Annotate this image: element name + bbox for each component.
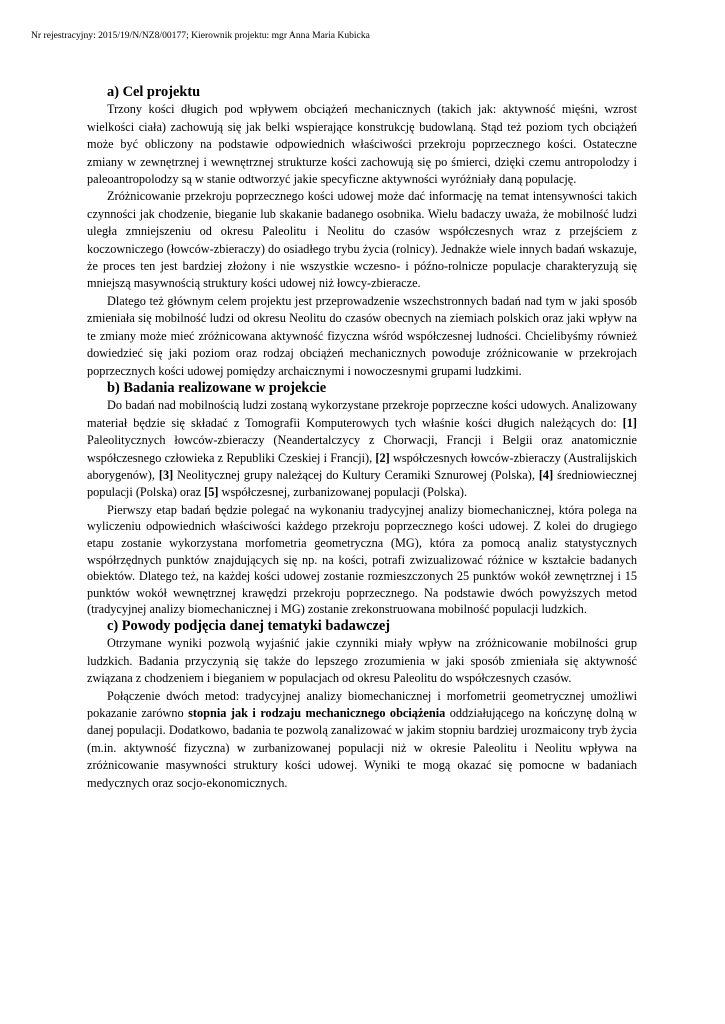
bold-text: [3] — [158, 467, 174, 482]
text-run: Neolitycznej grupy należącej do Kultury Ceramiki Sznurowej (Polska), — [173, 467, 539, 482]
paragraph — [87, 293, 637, 380]
text-run: Połączenie dwóch metod: tradycyjnej analizy biomechanicznej i morfometrii geometrycznej umożliwi pokazanie zarówno — [87, 688, 637, 720]
bold-text: [1] — [622, 415, 637, 430]
paragraph — [87, 688, 637, 792]
text-run: współczesnej, zurbanizowanej populacji (Polska). — [218, 485, 468, 500]
section-heading-powody: c) Powody podjęcia danej tematyki badawczej — [107, 617, 391, 634]
text-run: średniowiecznej populacji (Polska) oraz — [87, 467, 637, 500]
paragraph — [87, 101, 637, 188]
bold-text: [4] — [538, 467, 554, 482]
section-heading-badania: b) Badania realizowane w projekcie — [107, 379, 327, 396]
text-run: Paleolitycznych łowców-zbieraczy (Neandertalczycy z Chorwacji, Francji i Belgii oraz anatomicznie współczesnego człowieka z Republiki Czeskiej i Francji), — [87, 433, 637, 465]
text-run: Pierwszy etap badań będzie polegać na wykonaniu tradycyjnej analizy biomechanicznej, która polega na wyliczeniu odpowiednich właściwości każdego przekroju poprzecznego kości udowej. Z kolei do drugiego etapu zostanie wykorzystana morfometria geometryczna (MG), która za pomocą analiz statystycznych współrzędnych punktów znajdujących się np. na kości, potrafi zwizualizować różnice w kształcie badanych obiektów. Dlatego też, na każdej kości udowej zostanie rozmieszczonych 25 punktów wokół zewnętrznej i 15 punktów wokół wewnętrznej krawędzi przekroju poprzecznego. Na podstawie dwóch powyższych metod (tradycyjnej analizy biomechanicznej i MG) zostanie zrekonstruowana mobilność populacji ludzkich. — [87, 502, 637, 617]
text-run: Trzony kości długich pod wpływem obciążeń mechanicznych (takich jak: aktywność mięśni, wzrost wielkości ciała) zachowują się jak belki wspierające konstrukcję budowlaną. Stąd też poziom tych obciążeń może być obliczony na podstawie odpowiednich właściwości przekroju poprzecznego kości. Ostateczne zmiany w zewnętrznej i wewnętrznej strukturze kości zachowują się po śmierci, dzięki czemu antropolodzy i paleoantropolodzy są w stanie odtworzyć jakie specyficzne aktywności wyróżniały daną populację. — [87, 102, 637, 187]
text-run: Otrzymane wyniki pozwolą wyjaśnić jakie czynniki miały wpływ na zróżnicowanie mobilności grup ludzkich. Badania przyczynią się także do lepszego zrozumienia w jaki sposób zmieniała się aktywność związana z chodzeniem i bieganiem w populacjach od okresu Paleolitu do współczesnych czasów. — [87, 636, 637, 686]
page-header: Nr rejestracyjny: 2015/19/N/NZ8/00177; Kierownik projektu: mgr Anna Maria Kubicka — [31, 30, 370, 41]
text-run: Dlatego też głównym celem projektu jest przeprowadzenie wszechstronnych badań nad tym w jaki sposób zmieniała się mobilność ludzi od okresu Neolitu do czasów obecnych na ziemiach polskich oraz jaki wpływ na te zmiany może mieć zróżnicowana aktywność fizyczna wśród współczesnej ludności. Chcielibyśmy również dowiedzieć się jaki poziom oraz rodzaj obciążeń mechanicznych powoduje zróżnicowanie w przekrojach poprzecznych kości udowej pomiędzy archaicznymi i nowoczesnymi grupami ludzkimi. — [87, 293, 637, 378]
document-body — [87, 84, 637, 792]
text-run: Do badań nad mobilnością ludzi zostaną wykorzystane przekroje poprzeczne kości udowych. Analizowany materiał będzie się składać z Tomografii Komputerowych tych właśnie kości długich należących do: — [87, 398, 637, 430]
paragraph — [87, 188, 637, 292]
text-run: oddziałującego na kończynę dolną w danej populacji. Dodatkowo, badania te pozwolą zanalizować w jakim stopniu bardziej urozmaicony tryb życia (m.in. aktywność fizyczna) w zurbanizowanej populacji niż w okresie Paleolitu i Neolitu wpływa na zróżnicowanie masywności struktury kości udowej. Wyniki te mogą okazać się pomocne w badaniach medycznych oraz socjo-ekonomicznych. — [87, 705, 637, 790]
section-heading-cel: a) Cel projektu — [107, 84, 201, 100]
text-run: Zróżnicowanie przekroju poprzecznego kości udowej może dać informację na temat intensywności takich czynności jak chodzenie, bieganie lub skakanie badanego osobnika. Wielu badaczy uważa, że mobilność ludzi uległa zmniejszeniu od okresu Paleolitu i Neolitu do czasów współczesnych wraz z przejściem z koczowniczego (łowców-zbieraczy) do osiadłego trybu życia (rolnicy). Jednakże wiele innych badań wskazuje, że proces ten jest bardziej złożony i nie wszystkie wczesno- i późno-rolnicze populacje charakteryzują się mniejszą masywnością struktury kości udowej niż łowcy-zbieracze. — [87, 189, 637, 291]
paragraph — [87, 397, 637, 501]
bold-text: [2] — [375, 450, 390, 465]
paragraph — [87, 502, 637, 618]
text-run: współczesnych łowców-zbieraczy (Australijskich aborygenów), — [87, 450, 637, 482]
bold-text: stopnia jak i rodzaju mechanicznego obciążenia — [188, 705, 446, 720]
bold-text: [5] — [204, 485, 219, 500]
paragraph — [87, 635, 637, 687]
